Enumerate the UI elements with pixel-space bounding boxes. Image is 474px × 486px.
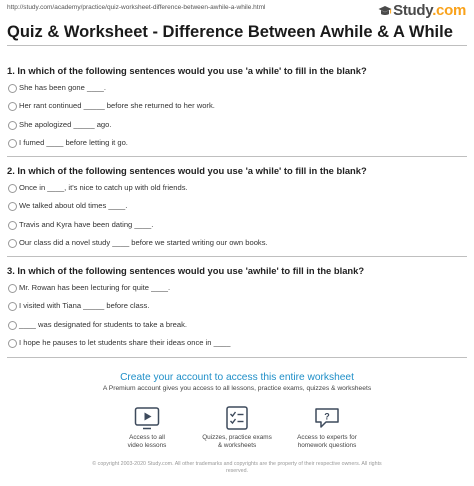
radio-button[interactable] [8, 339, 17, 348]
option-text: Mr. Rowan has been lecturing for quite ____. [19, 283, 171, 292]
create-account-link[interactable]: Create your account to access this entire worksheet [120, 372, 354, 383]
page-url: http://study.com/academy/practice/quiz-worksheet-difference-between-awhile-a-while.html [7, 4, 266, 11]
option-text: She has been gone ____. [19, 83, 106, 92]
radio-button[interactable] [8, 239, 17, 248]
question-divider [7, 156, 467, 157]
quiz-practice-icon [224, 405, 250, 431]
expert-chat-icon [314, 405, 340, 431]
option-text: I hope he pauses to let students share their ideas once in ____ [19, 338, 231, 347]
question-1: 1. In which of the following sentences would you use 'a while' to fill in the blank? [7, 65, 367, 76]
feature-label: Access to experts for homework questions [297, 434, 357, 449]
question-3: 3. In which of the following sentences would you use 'awhile' to fill in the blank? [7, 265, 365, 276]
feature-label: Quizzes, practice exams & worksheets [202, 434, 272, 449]
radio-button[interactable] [8, 84, 17, 93]
option-text: Once in ____, it's nice to catch up with old friends. [19, 183, 188, 192]
radio-button[interactable] [8, 202, 17, 211]
copyright-footer: © copyright 2003-2020 Study.com. All other trademarks and copyrights are the property of their respective owners. All rights reserved. [92, 461, 382, 474]
option-text: She apologized _____ ago. [19, 120, 112, 129]
radio-button[interactable] [8, 284, 17, 293]
radio-button[interactable] [8, 221, 17, 230]
question-divider [7, 357, 467, 358]
premium-description: A Premium account gives you access to all lessons, practice exams, quizzes & worksheets [102, 385, 372, 392]
radio-button[interactable] [8, 121, 17, 130]
option-text: Travis and Kyra have been dating ____. [19, 220, 154, 229]
option-text: Her rant continued _____ before she returned to her work. [19, 101, 215, 110]
radio-button[interactable] [8, 139, 17, 148]
question-divider [7, 256, 467, 257]
radio-button[interactable] [8, 302, 17, 311]
study-logo[interactable] [378, 2, 466, 19]
title-divider [7, 45, 467, 46]
option-text: I fumed ____ before letting it go. [19, 138, 128, 147]
video-lesson-icon [134, 405, 160, 431]
brand-name: Study [393, 2, 433, 19]
option-text: We talked about old times ____. [19, 201, 128, 210]
radio-button[interactable] [8, 102, 17, 111]
question-2: 2. In which of the following sentences would you use 'a while' to fill in the blank? [7, 165, 367, 176]
svg-text:?: ? [324, 411, 330, 422]
option-text: Our class did a novel study ____ before we started writing our own books. [19, 238, 268, 247]
option-text: I visited with Tiana _____ before class. [19, 301, 150, 310]
feature-experts [272, 405, 382, 450]
feature-label: Access to all video lessons [127, 434, 167, 449]
page-title: Quiz & Worksheet - Difference Between Awhile & A While [7, 23, 453, 41]
graduation-cap-icon [378, 5, 392, 17]
option-text: ____ was designated for students to take a break. [19, 320, 188, 329]
brand-suffix: .com [432, 2, 466, 19]
radio-button[interactable] [8, 184, 17, 193]
radio-button[interactable] [8, 321, 17, 330]
